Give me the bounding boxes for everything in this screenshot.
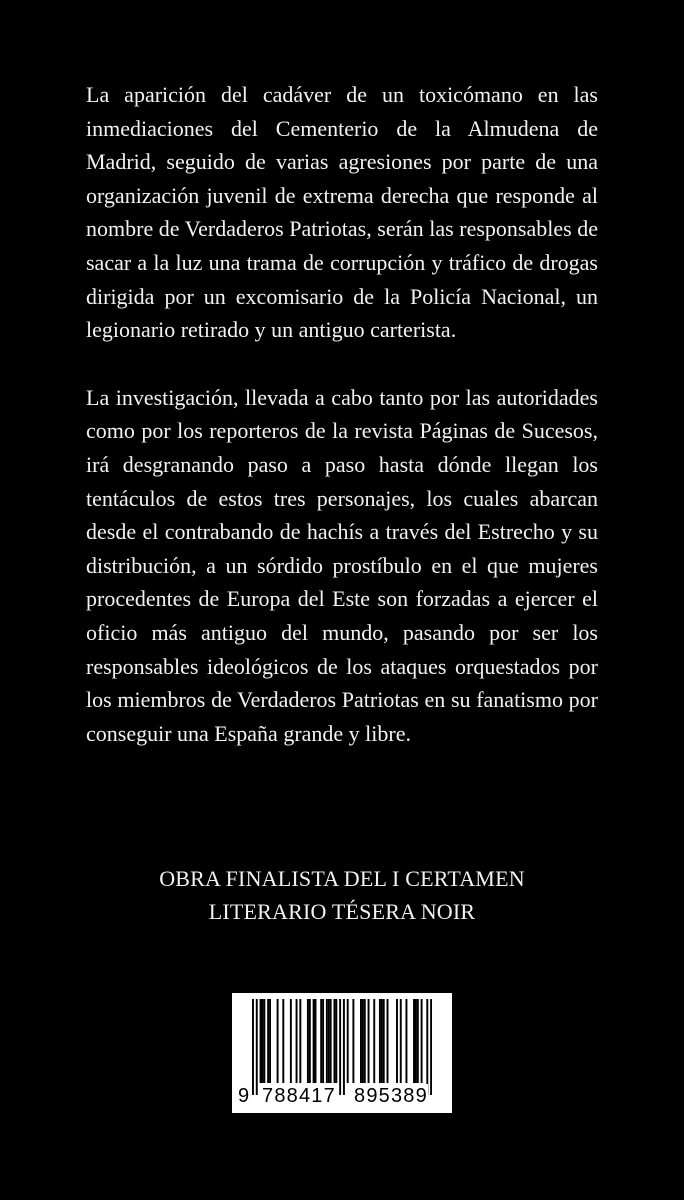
barcode-bar — [381, 999, 383, 1083]
barcode-bar — [296, 999, 298, 1083]
barcode-bar — [339, 999, 341, 1095]
synopsis-paragraph-1: La aparición del cadáver de un toxicómano en las inmediaciones del Cementerio de la Almudena de Madrid, seguido de varias agresiones por parte de una organización juvenil de extrema derecha que responde al nombre de Verdaderos Patriotas, serán las responsables de sacar a la luz una trama de corrupción y tráfico de drogas dirigida por un excomisario de la Policía Nacional, un legionario retirado y un antiguo carterista. — [86, 82, 598, 343]
barcode-bar — [373, 999, 375, 1083]
barcode-bar — [368, 999, 370, 1083]
barcode-bar — [299, 999, 301, 1083]
barcode-bar — [261, 999, 263, 1083]
barcode-bar — [260, 999, 262, 1083]
barcode-bar — [421, 999, 423, 1083]
barcode-bar — [256, 999, 258, 1095]
barcode-bar — [396, 999, 398, 1083]
barcode-bar — [364, 999, 366, 1083]
barcode-bar — [362, 999, 364, 1083]
barcode-bar — [383, 999, 385, 1083]
barcode-bar — [352, 999, 354, 1083]
barcode-bar — [430, 999, 432, 1095]
barcode-bar — [328, 999, 330, 1083]
barcode-bar — [379, 999, 381, 1083]
barcode-bar — [315, 999, 317, 1083]
barcode-bar — [347, 999, 349, 1083]
barcode-bar — [330, 999, 332, 1083]
award-line-2: LITERARIO TÉSERA NOIR — [208, 899, 476, 924]
barcode-bar — [290, 999, 292, 1083]
barcode-bar — [269, 999, 271, 1083]
barcode-digits — [232, 1084, 452, 1108]
barcode-bar — [267, 999, 269, 1083]
barcode-bar — [322, 999, 324, 1083]
barcode-bar — [417, 999, 419, 1083]
barcode-bar — [335, 999, 337, 1083]
barcode-bar — [415, 999, 417, 1083]
barcode-bar — [320, 999, 322, 1083]
barcode-bars — [252, 999, 432, 1095]
synopsis — [86, 78, 598, 750]
barcode-bar — [282, 999, 284, 1083]
barcode-bar — [426, 999, 428, 1095]
barcode-bar — [343, 999, 345, 1095]
barcode-bar — [360, 999, 362, 1083]
barcode-right-group: 895389 — [354, 1085, 428, 1107]
barcode-bar — [326, 999, 328, 1083]
barcode-bar — [313, 999, 315, 1083]
barcode-bar — [277, 999, 279, 1083]
barcode-first-digit: 9 — [238, 1085, 250, 1107]
award-line-1: OBRA FINALISTA DEL I CERTAMEN — [159, 866, 525, 891]
barcode-left-group: 788417 — [262, 1085, 336, 1107]
barcode-bar — [263, 999, 265, 1083]
award-notice — [86, 862, 598, 928]
barcode-bar — [413, 999, 415, 1083]
barcode-bar — [307, 999, 309, 1083]
barcode-bar — [405, 999, 407, 1083]
barcode-bar — [252, 999, 254, 1095]
barcode-bar — [333, 999, 335, 1083]
isbn-barcode — [232, 993, 452, 1113]
barcode-bar — [309, 999, 311, 1083]
barcode-bar — [387, 999, 389, 1083]
synopsis-paragraph-2: La investigación, llevada a cabo tanto por las autoridades como por los reporteros de la revista Páginas de Sucesos, irá desgranando paso a paso hasta dónde llegan los tentáculos de estos tres personajes, los cuales abarcan desde el contrabando de hachís a través del Estrecho y su distribución, a un sórdido prostíbulo en el que mujeres procedentes de Europa del Este son forzadas a ejercer el oficio más antiguo del mundo, pasando por ser los responsables ideológicos de los ataques orquestados por los miembros de Verdaderos Patriotas en su fanatismo por conseguir una España grande y libre. — [86, 384, 598, 746]
barcode-bar — [400, 999, 402, 1083]
